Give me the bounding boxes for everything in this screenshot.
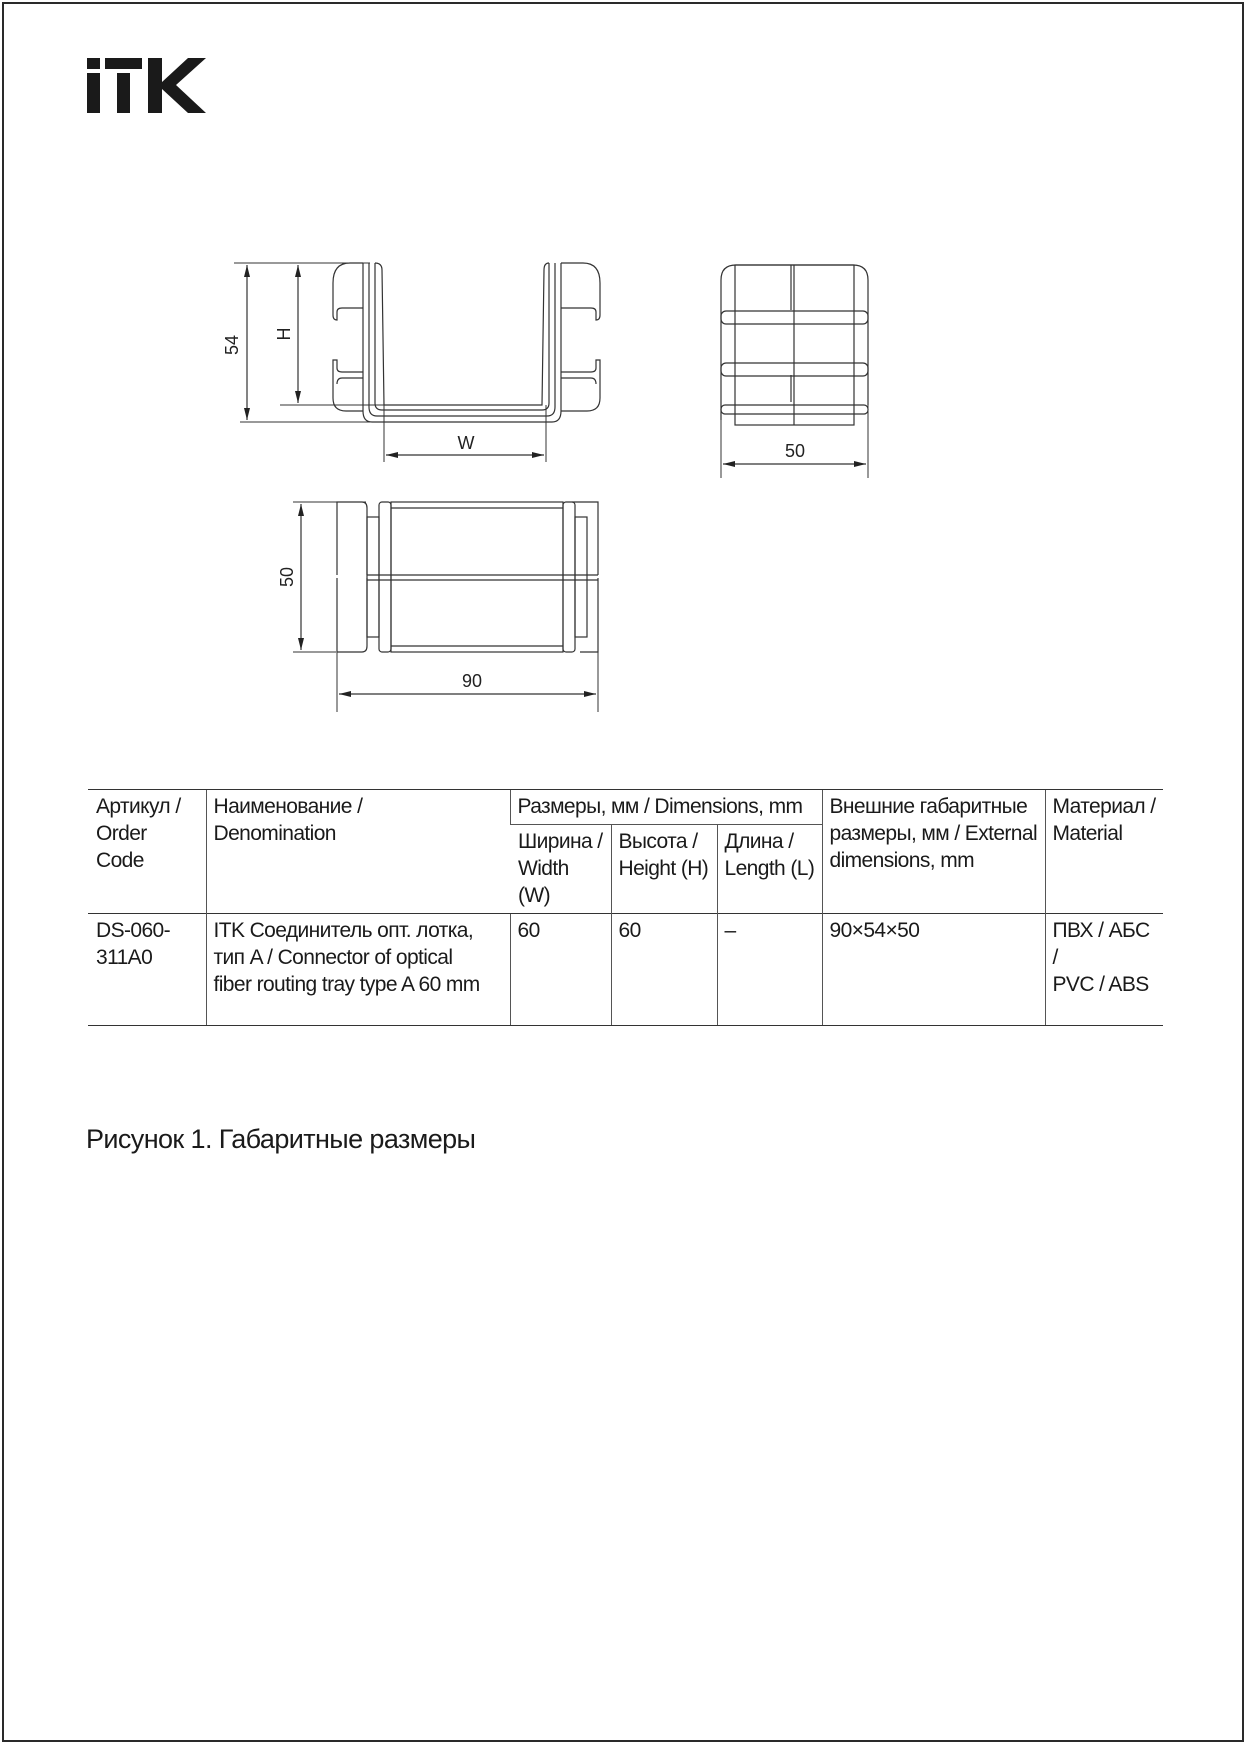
- top-view: [293, 502, 598, 712]
- cell-denomination: ITK Соединитель опт. лотка, тип A / Connector of optical fiber routing tray type A 60 mm: [206, 914, 510, 1026]
- specification-table: [88, 789, 1163, 1026]
- header-height: Высота / Height (H): [611, 825, 717, 914]
- cell-width: 60: [510, 914, 611, 1026]
- dimension-w-label: W: [457, 433, 475, 453]
- front-view: [234, 263, 600, 462]
- table-row: [88, 914, 1163, 1026]
- cell-order-code: DS-060- 311A0: [88, 914, 206, 1026]
- header-denomination: Наименование / Denomination: [206, 790, 510, 914]
- dimension-90-label: 90: [461, 671, 483, 691]
- header-dimensions: Размеры, мм / Dimensions, mm: [510, 790, 822, 825]
- dimension-50-top-label: 50: [277, 566, 297, 588]
- figure-caption: Рисунок 1. Габаритные размеры: [86, 1124, 476, 1154]
- cell-external-dimensions: 90×54×50: [822, 914, 1045, 1026]
- technical-drawing: [0, 0, 1250, 760]
- dimension-h-label: H: [274, 327, 294, 341]
- header-material: Материал / Material: [1045, 790, 1163, 914]
- dimension-50-side-label: 50: [784, 441, 806, 461]
- table-header-row: [88, 790, 1163, 825]
- dimension-54-label: 54: [222, 334, 242, 356]
- cell-material: ПВХ / АБС / PVC / ABS: [1045, 914, 1163, 1026]
- header-length: Длина / Length (L): [717, 825, 822, 914]
- header-external-dimensions: Внешние габаритные размеры, мм / External dimensions, mm: [822, 790, 1045, 914]
- cell-length: –: [717, 914, 822, 1026]
- header-order-code: Артикул / Order Code: [88, 790, 206, 914]
- header-width: Ширина / Width (W): [510, 825, 611, 914]
- cell-height: 60: [611, 914, 717, 1026]
